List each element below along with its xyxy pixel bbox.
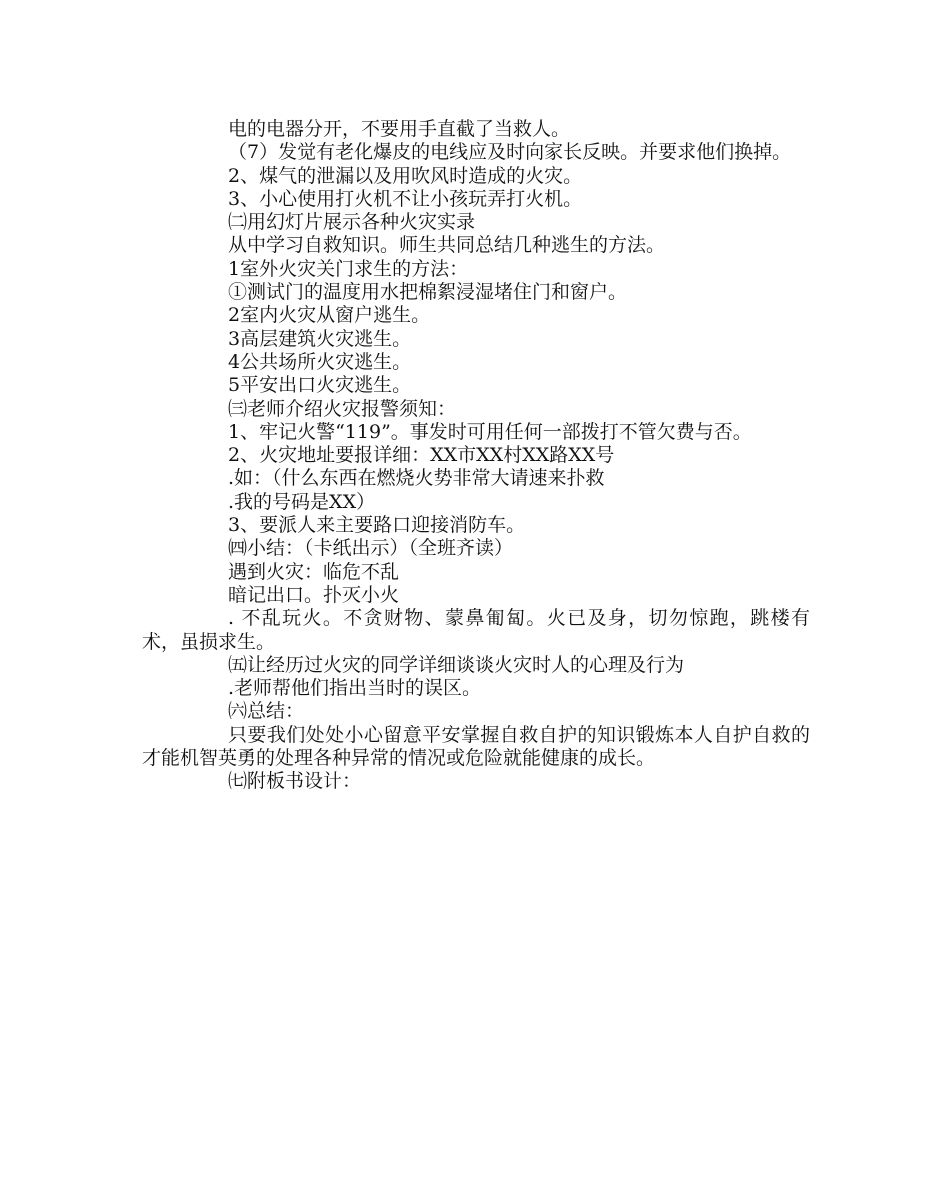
paragraph-21: 暗记出口。扑灭小火 bbox=[228, 583, 400, 606]
paragraph-7: 1室外火灾关门求生的方法： bbox=[228, 257, 469, 280]
paragraph-18: 3、要派人来主要路口迎接消防车。 bbox=[228, 514, 526, 537]
paragraph-22: . 不乱玩火。不贪财物、蒙鼻匍匐。火已及身，切勿惊跑，跳楼有术，虽损求生。 bbox=[142, 607, 810, 653]
paragraph-12: 5平安出口火灾逃生。 bbox=[228, 374, 412, 397]
paragraph-3: 2、煤气的泄漏以及用吹风时造成的火灾。 bbox=[228, 164, 583, 187]
paragraph-17: .我的号码是XX） bbox=[228, 490, 376, 513]
paragraph-1: 电的电器分开，不要用手直截了当救人。 bbox=[228, 118, 571, 140]
paragraph-8: ①测试门的温度用水把棉絮浸湿堵住门和窗户。 bbox=[228, 281, 628, 304]
paragraph-13: ㈢老师介绍火灾报警须知： bbox=[228, 397, 457, 420]
paragraph-2: （7）发觉有老化爆皮的电线应及时向家长反映。并要求他们换掉。 bbox=[228, 141, 792, 164]
paragraph-27: ㈦附板书设计： bbox=[228, 770, 362, 793]
paragraph-9: 2室内火灾从窗户逃生。 bbox=[228, 304, 431, 327]
paragraph-5: ㈡用幻灯片展示各种火灾实录 bbox=[228, 211, 476, 234]
paragraph-16: .如：（什么东西在燃烧火势非常大请速来扑救 bbox=[228, 467, 605, 490]
paragraph-6: 从中学习自救知识。师生共同总结几种逃生的方法。 bbox=[228, 234, 666, 257]
paragraph-19: ㈣小结：（卡纸出示）（全班齐读） bbox=[228, 537, 514, 560]
document-body bbox=[142, 118, 810, 794]
paragraph-4: 3、小心使用打火机不让小孩玩弄打火机。 bbox=[228, 187, 583, 210]
paragraph-10: 3高层建筑火灾逃生。 bbox=[228, 327, 412, 350]
paragraph-15: 2、火灾地址要报详细：XX市XX村XX路XX号 bbox=[228, 444, 615, 467]
paragraph-23: ㈤让经历过火灾的同学详细谈谈火灾时人的心理及行为 bbox=[228, 653, 685, 676]
paragraph-26: 只要我们处处小心留意平安掌握自救自护的知识锻炼本人自护自救的才能机智英勇的处理各种异常的情况或危险就能健康的成长。 bbox=[142, 723, 810, 770]
paragraph-20: 遇到火灾：临危不乱 bbox=[228, 560, 400, 583]
paragraph-25: ㈥总结： bbox=[228, 700, 305, 723]
paragraph-24: .老师帮他们指出当时的误区。 bbox=[228, 677, 482, 700]
paragraph-11: 4公共场所火灾逃生。 bbox=[228, 350, 412, 373]
paragraph-14: 1、牢记火警“119”。事发时可用任何一部拨打不管欠费与否。 bbox=[228, 420, 752, 443]
